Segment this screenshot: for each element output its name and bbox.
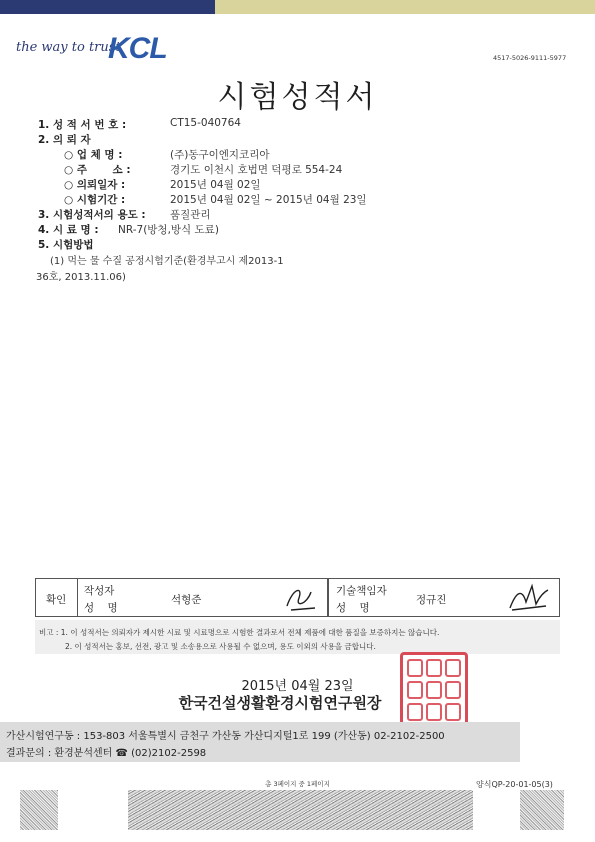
purpose-label: 3. 시험성적서의 용도 : xyxy=(38,209,146,221)
remark-line-2: 2. 이 성적서는 홍보, 선전, 광고 및 소송용으로 사용될 수 없으며, 용도 이외의 사용을 금합니다. xyxy=(65,642,376,651)
security-pattern-left xyxy=(20,790,58,830)
tech-signature-icon xyxy=(506,582,551,614)
writer-name-label: 성 명 xyxy=(84,602,118,614)
security-pattern-main xyxy=(128,790,473,830)
tech-title: 기술책임자 xyxy=(336,585,387,597)
request-date-label: ○ 의뢰일자 : xyxy=(64,179,126,191)
writer-signature-icon xyxy=(281,582,321,614)
security-pattern-right xyxy=(520,790,564,830)
sample-name-label: 4. 시 료 명 : xyxy=(38,224,99,236)
report-number-label: 1. 성 적 서 번 호 : xyxy=(38,119,127,131)
confirm-label: 확인 xyxy=(46,594,67,606)
test-period-value: 2015년 04월 02일 ~ 2015년 04월 23일 xyxy=(170,194,367,206)
tagline: the way to trust xyxy=(16,40,121,55)
company-label: ○ 업 체 명 : xyxy=(64,149,123,161)
kcl-logo: KCL xyxy=(108,32,167,65)
test-period-label: ○ 시험기간 : xyxy=(64,194,126,206)
tech-name-label: 성 명 xyxy=(336,602,370,614)
document-number: 4517-5026-9111-5977 xyxy=(493,54,567,62)
purpose-value: 품질관리 xyxy=(170,209,211,221)
remarks-box xyxy=(35,620,560,654)
issue-date: 2015년 04월 23일 xyxy=(241,679,354,694)
organization-name: 한국건설생활환경시험연구원장 xyxy=(178,694,382,712)
writer-title: 작성자 xyxy=(84,585,115,597)
test-method-line2: 36호, 2013.11.06) xyxy=(36,272,126,283)
report-number-value: CT15-040764 xyxy=(170,117,241,129)
top-bar-light xyxy=(215,0,595,14)
signature-table xyxy=(35,578,560,617)
test-method-label: 5. 시험방법 xyxy=(38,239,94,251)
top-color-bar xyxy=(0,0,595,14)
request-date-value: 2015년 04월 02일 xyxy=(170,179,261,191)
contact-line-1: 가산시험연구동 : 153-803 서울특별시 금천구 가산동 가산디지털1로 199 (가산동) 02-2102-2500 xyxy=(6,731,445,742)
remark-line-1: 비고 : 1. 이 성적서는 의뢰자가 제시한 시료 및 시료명으로 시험한 결과로서 전체 제품에 대한 품질을 보증하지는 않습니다. xyxy=(39,628,440,637)
address-label: ○ 주 소 : xyxy=(64,164,131,176)
page-title: 시험성적서 xyxy=(217,80,378,115)
company-value: (주)동구이엔지코리아 xyxy=(170,149,270,161)
tech-name: 정규진 xyxy=(416,594,447,606)
top-bar-dark xyxy=(0,0,215,14)
official-seal-icon xyxy=(400,652,468,732)
page-count: 총 3페이지 중 1페이지 xyxy=(265,780,330,788)
divider xyxy=(328,579,329,616)
test-method-line1: (1) 먹는 물 수질 공정시험기준(환경부고시 제2013-1 xyxy=(50,256,284,267)
client-label: 2. 의 뢰 자 xyxy=(38,134,91,146)
sample-name-value: NR-7(방청,방식 도료) xyxy=(118,224,219,236)
contact-bar xyxy=(0,722,520,762)
writer-name: 석형준 xyxy=(171,594,202,606)
form-number: 양식QP-20-01-05(3) xyxy=(476,780,553,789)
contact-line-2: 결과문의 : 환경분석센터 ☎ (02)2102-2598 xyxy=(6,748,207,759)
address-value: 경기도 이천시 호법면 덕평로 554-24 xyxy=(170,164,343,176)
